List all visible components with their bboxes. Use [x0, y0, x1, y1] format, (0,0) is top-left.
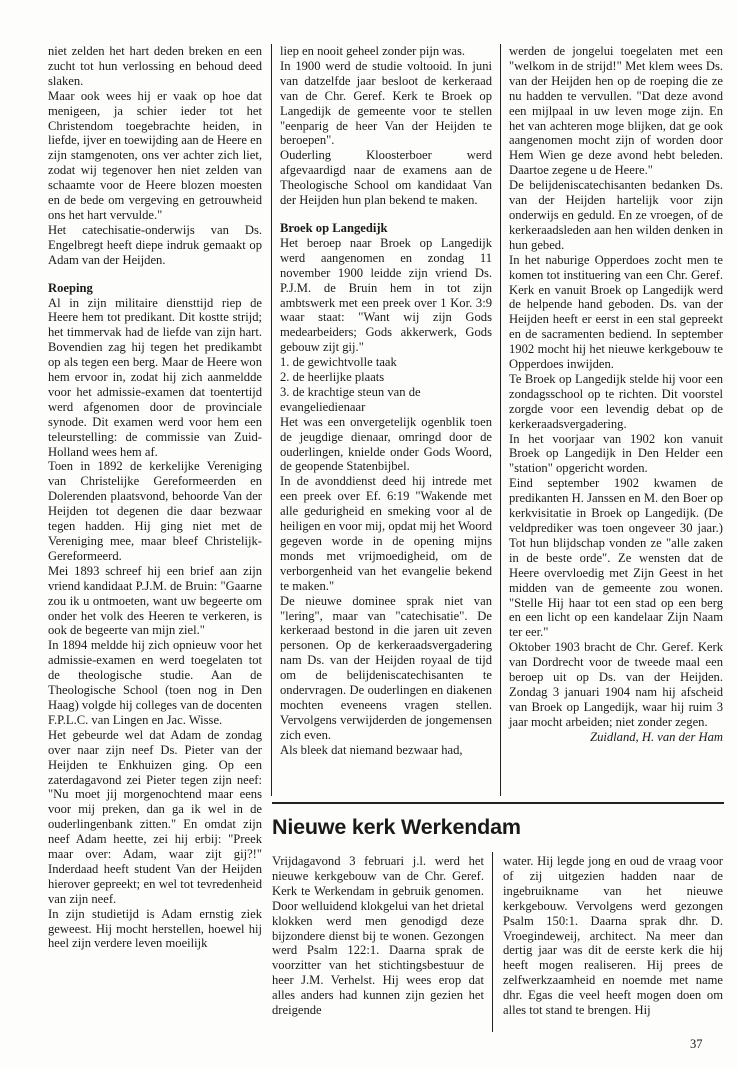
paragraph: In het voorjaar van 1902 kon vanuit Broek op Langedijk in Den Helder een "station" opgericht worden. — [509, 431, 723, 476]
paragraph: In zijn studietijd is Adam ernstig ziek geweest. Hij mocht herstellen, hoewel hij heel zijn verdere leven moeilijk — [48, 906, 262, 951]
section-heading-roeping: Roeping — [48, 280, 93, 295]
article-column-3 — [509, 44, 723, 745]
paragraph: Eind september 1902 kwamen de predikanten H. Janssen en M. den Boer op kerkvisitatie in Broek op Langedijk. (De veldprediker was toen ongeveer 30 jaar.) Tot hun blijdschap vonden ze "alle zaken in de beste orde". Ze wensten dat de Heere overvloedig met Zijn Geest in het midden van de gemeente zou wonen. "Stelle Hij haar tot een stad op een berg en een licht op een kandelaar Zijn Naam ter eer." — [509, 476, 723, 640]
paragraph: Oktober 1903 bracht de Chr. Geref. Kerk van Dordrecht voor de tweede maal een beroep uit op Ds. van der Heijden. Zondag 3 januari 1904 nam hij afscheid van Broek op Langedijk, waar hij ruim 3 jaar mocht arbeiden; niet zonder zegen. — [509, 640, 723, 729]
article2-column-1 — [272, 854, 484, 1018]
paragraph: Al in zijn militaire diensttijd riep de Heere hem tot predikant. Dit kostte strijd; het timmervak had de liefde van zijn hart. Bovendien zag hij tegen het predikambt op als tegen een berg. Maar de Heere won hem ervoor in, zodat hij zich aanmeldde voor het admissie-examen dat toentertijd werd afgenomen door de provinciale synode. Dit examen werd voor hem een teleurstelling: de commissie van Zuid-Holland wees hem af. — [48, 295, 262, 459]
paragraph: Mei 1893 schreef hij een brief aan zijn vriend kandidaat P.J.M. de Bruin: "Gaarne zou ik u ontmoeten, want uw begeerte om onder het volk des Heeren te verkeren, is ook de begeerte van mijn ziel." — [48, 563, 262, 638]
paragraph: werden de jongelui toegelaten met een "welkom in de strijd!" Met klem wees Ds. van der Heijden hen op de roeping die ze nu hadden te vervullen. "Dat deze avond een mijlpaal in uw leven moge zijn. En het van achteren moge blijken, dat ge ook aangenomen mocht zijn of worden door Hem Wien ge deze avond hebt beleden. Daartoe zegene u de Heere." — [509, 44, 723, 178]
column-divider — [492, 852, 493, 1032]
article2-column-2 — [503, 854, 723, 1018]
paragraph: liep en nooit geheel zonder pijn was. — [280, 44, 466, 58]
column-divider — [271, 44, 272, 796]
paragraph: water. Hij legde jong en oud de vraag voor of zij uitgezien hadden naar de ingebruikname van het nieuwe kerkgebouw. Vervolgens werd gezongen Psalm 150:1. Daarna sprak dhr. D. Vroegindeweij, architect. Na meer dan dertig jaar was dit de eerste kerk die hij heeft mogen realiseren. Hij prees de zelfwerkzaamheid en noemde met name dhr. Egas die veel heeft mogen doen om alles tot stand te brengen. Hij — [503, 854, 723, 1018]
paragraph: De nieuwe dominee sprak niet van "lering", maar van "catechisatie". De kerkeraad bestond in die jaren uit zeven personen. Op de kerkeraadsvergadering nam Ds. van der Heijden royaal de tijd om de belijdeniscatechisanten te ondervragen. De ouderlingen en diakenen mochten eveneens vragen stellen. Vervolgens verwijderden de jongemensen zich even. — [280, 593, 492, 742]
paragraph: Het beroep naar Broek op Langedijk werd aangenomen en zondag 11 november 1900 leidde zijn vriend Ds. P.J.M. de Bruin hem in tot zijn ambtswerk met een preek over 1 Kor. 3:9 waar staat: "Want wij zijn Gods medearbeiders; Gods akkerwerk, Gods gebouw zijt gij." — [280, 235, 492, 355]
list-item: 2. de heerlijke plaats — [280, 370, 385, 385]
paragraph: Als bleek dat niemand bezwaar had, — [280, 742, 463, 757]
paragraph: Maar ook wees hij er vaak op hoe dat menigeen, ja schier ieder tot het Christendom toegebrachte heiden, in liefde, ijver en toewijding aan de Heere en zijn stamgenoten, ons ver achter zich liet, zodat wij tegenover hen niet zelden van schaamte voor de Heere blozen moesten en de bede om vergeving en getrouwheid ons het hart vervulde." — [48, 88, 262, 222]
paragraph: In het naburige Opperdoes zocht men te komen tot instituering van een Chr. Geref. Kerk en vanuit Broek op Langedijk werd de helpende hand geboden. Ds. van der Heijden heeft er eerst in een stal gepreekt en de sacramenten bediend. In september 1902 mocht hij het nieuwe kerkgebouw te Opperdoes inwijden. — [509, 252, 723, 372]
paragraph: Ouderling Kloosterboer werd afgevaardigd naar de examens aan de Theologische School om kandidaat Van der Heijden hun plan bekend te maken. — [280, 148, 492, 208]
section-heading-broek-op-langedijk: Broek op Langedijk — [280, 220, 388, 235]
page-number: 37 — [690, 1037, 703, 1051]
column-divider — [500, 44, 501, 796]
article-title: Nieuwe kerk Werkendam — [272, 815, 521, 839]
paragraph: Het was een onvergetelijk ogenblik toen de jeugdige dienaar, omringd door de ouderlingen, knielde onder Gods Woord, de geopende Statenbijbel. — [280, 414, 492, 474]
list-item: 1. de gewichtvolle taak — [280, 355, 397, 370]
paragraph: Het gebeurde wel dat Adam de zondag over naar zijn neef Ds. Pieter van der Heijden te Enkhuizen ging. Op een zaterdagavond zei Pieter tegen zijn neef: "Nu moet jij morgenochtend maar eens voor mij preken, dan ga ik wel in de ouderlingenbank zitten." En omdat zijn neef Adam heette, zei hij erbij: "Preek maar over: Adam, waar zijt gij?!" Inderdaad heeft student Van der Heijden hierover gepreekt; en wel tot tevredenheid van zijn neef. — [48, 727, 262, 906]
paragraph: De belijdeniscatechisanten bedanken Ds. van der Heijden hartelijk voor zijn onderwijs en geduld. En ze vroegen, of de kerkeraadsleden aan hen wilden denken in hun gebed. — [509, 178, 723, 252]
paragraph: Het catechisatie-onderwijs van Ds. Engelbregt heeft diepe indruk gemaakt op Adam van der Heijden. — [48, 222, 262, 267]
paragraph: In de avonddienst deed hij intrede met een preek over Ef. 6:19 "Wakende met alle gedurigheid en smeking voor al de heiligen en voor mij, opdat mij het Woord gegeven worde in de opening mijns monds met vrijmoedigheid, om de verborgenheid van het evangelie bekend te maken." — [280, 474, 492, 593]
paragraph: Te Broek op Langedijk stelde hij voor een zondagsschool op te richten. Dit voorstel zorgde voor een levendig debat op de kerkeraadsvergadering. — [509, 371, 723, 431]
list-item: 3. de krachtige steun van de evangeliedienaar — [280, 384, 421, 414]
article-column-1 — [48, 44, 262, 951]
article-separator-rule — [272, 802, 724, 804]
author-signature: Zuidland, H. van der Ham — [590, 729, 723, 744]
article-column-2 — [280, 44, 492, 758]
paragraph: niet zelden het hart deden breken en een zucht tot hun verlossing en behoud deed slaken. — [48, 44, 262, 88]
paragraph: In 1894 meldde hij zich opnieuw voor het admissie-examen en werd toegelaten tot de theologische studie. Aan de Theologische School (toen nog in Den Haag) volgde hij colleges van de docenten F.P.L.C. van Lingen en Jac. Wisse. — [48, 638, 263, 727]
paragraph: In 1900 werd de studie voltooid. In juni van datzelfde jaar besloot de kerkeraad van de Chr. Geref. Kerk te Broek op Langedijk de gemeente voor te stellen "eenparig de heer Van der Heijden te beroepen". — [280, 58, 492, 148]
paragraph: Toen in 1892 de kerkelijke Vereniging van Christelijke Gereformeerden en Dolerenden plaatsvond, behoorde Van der Heijden tot degenen die daar bezwaar tegen hadden. Hij ging niet met de Vereniging mee, maar bleef Christelijk-Gereformeerd. — [48, 459, 262, 563]
paragraph: Vrijdagavond 3 februari j.l. werd het nieuwe kerkgebouw van de Chr. Geref. Kerk te Werkendam in gebruik genomen. Door welluidend klokgelui van het drietal klokken werd men genodigd deze bijzondere dienst bij te wonen. Gezongen werd Psalm 122:1. Daarna sprak de voorzitter van het stichtingsbestuur de heer J.M. Verhelst. Hij wees erop dat alles anders had kunnen zijn gezien het dreigende — [272, 854, 484, 1018]
